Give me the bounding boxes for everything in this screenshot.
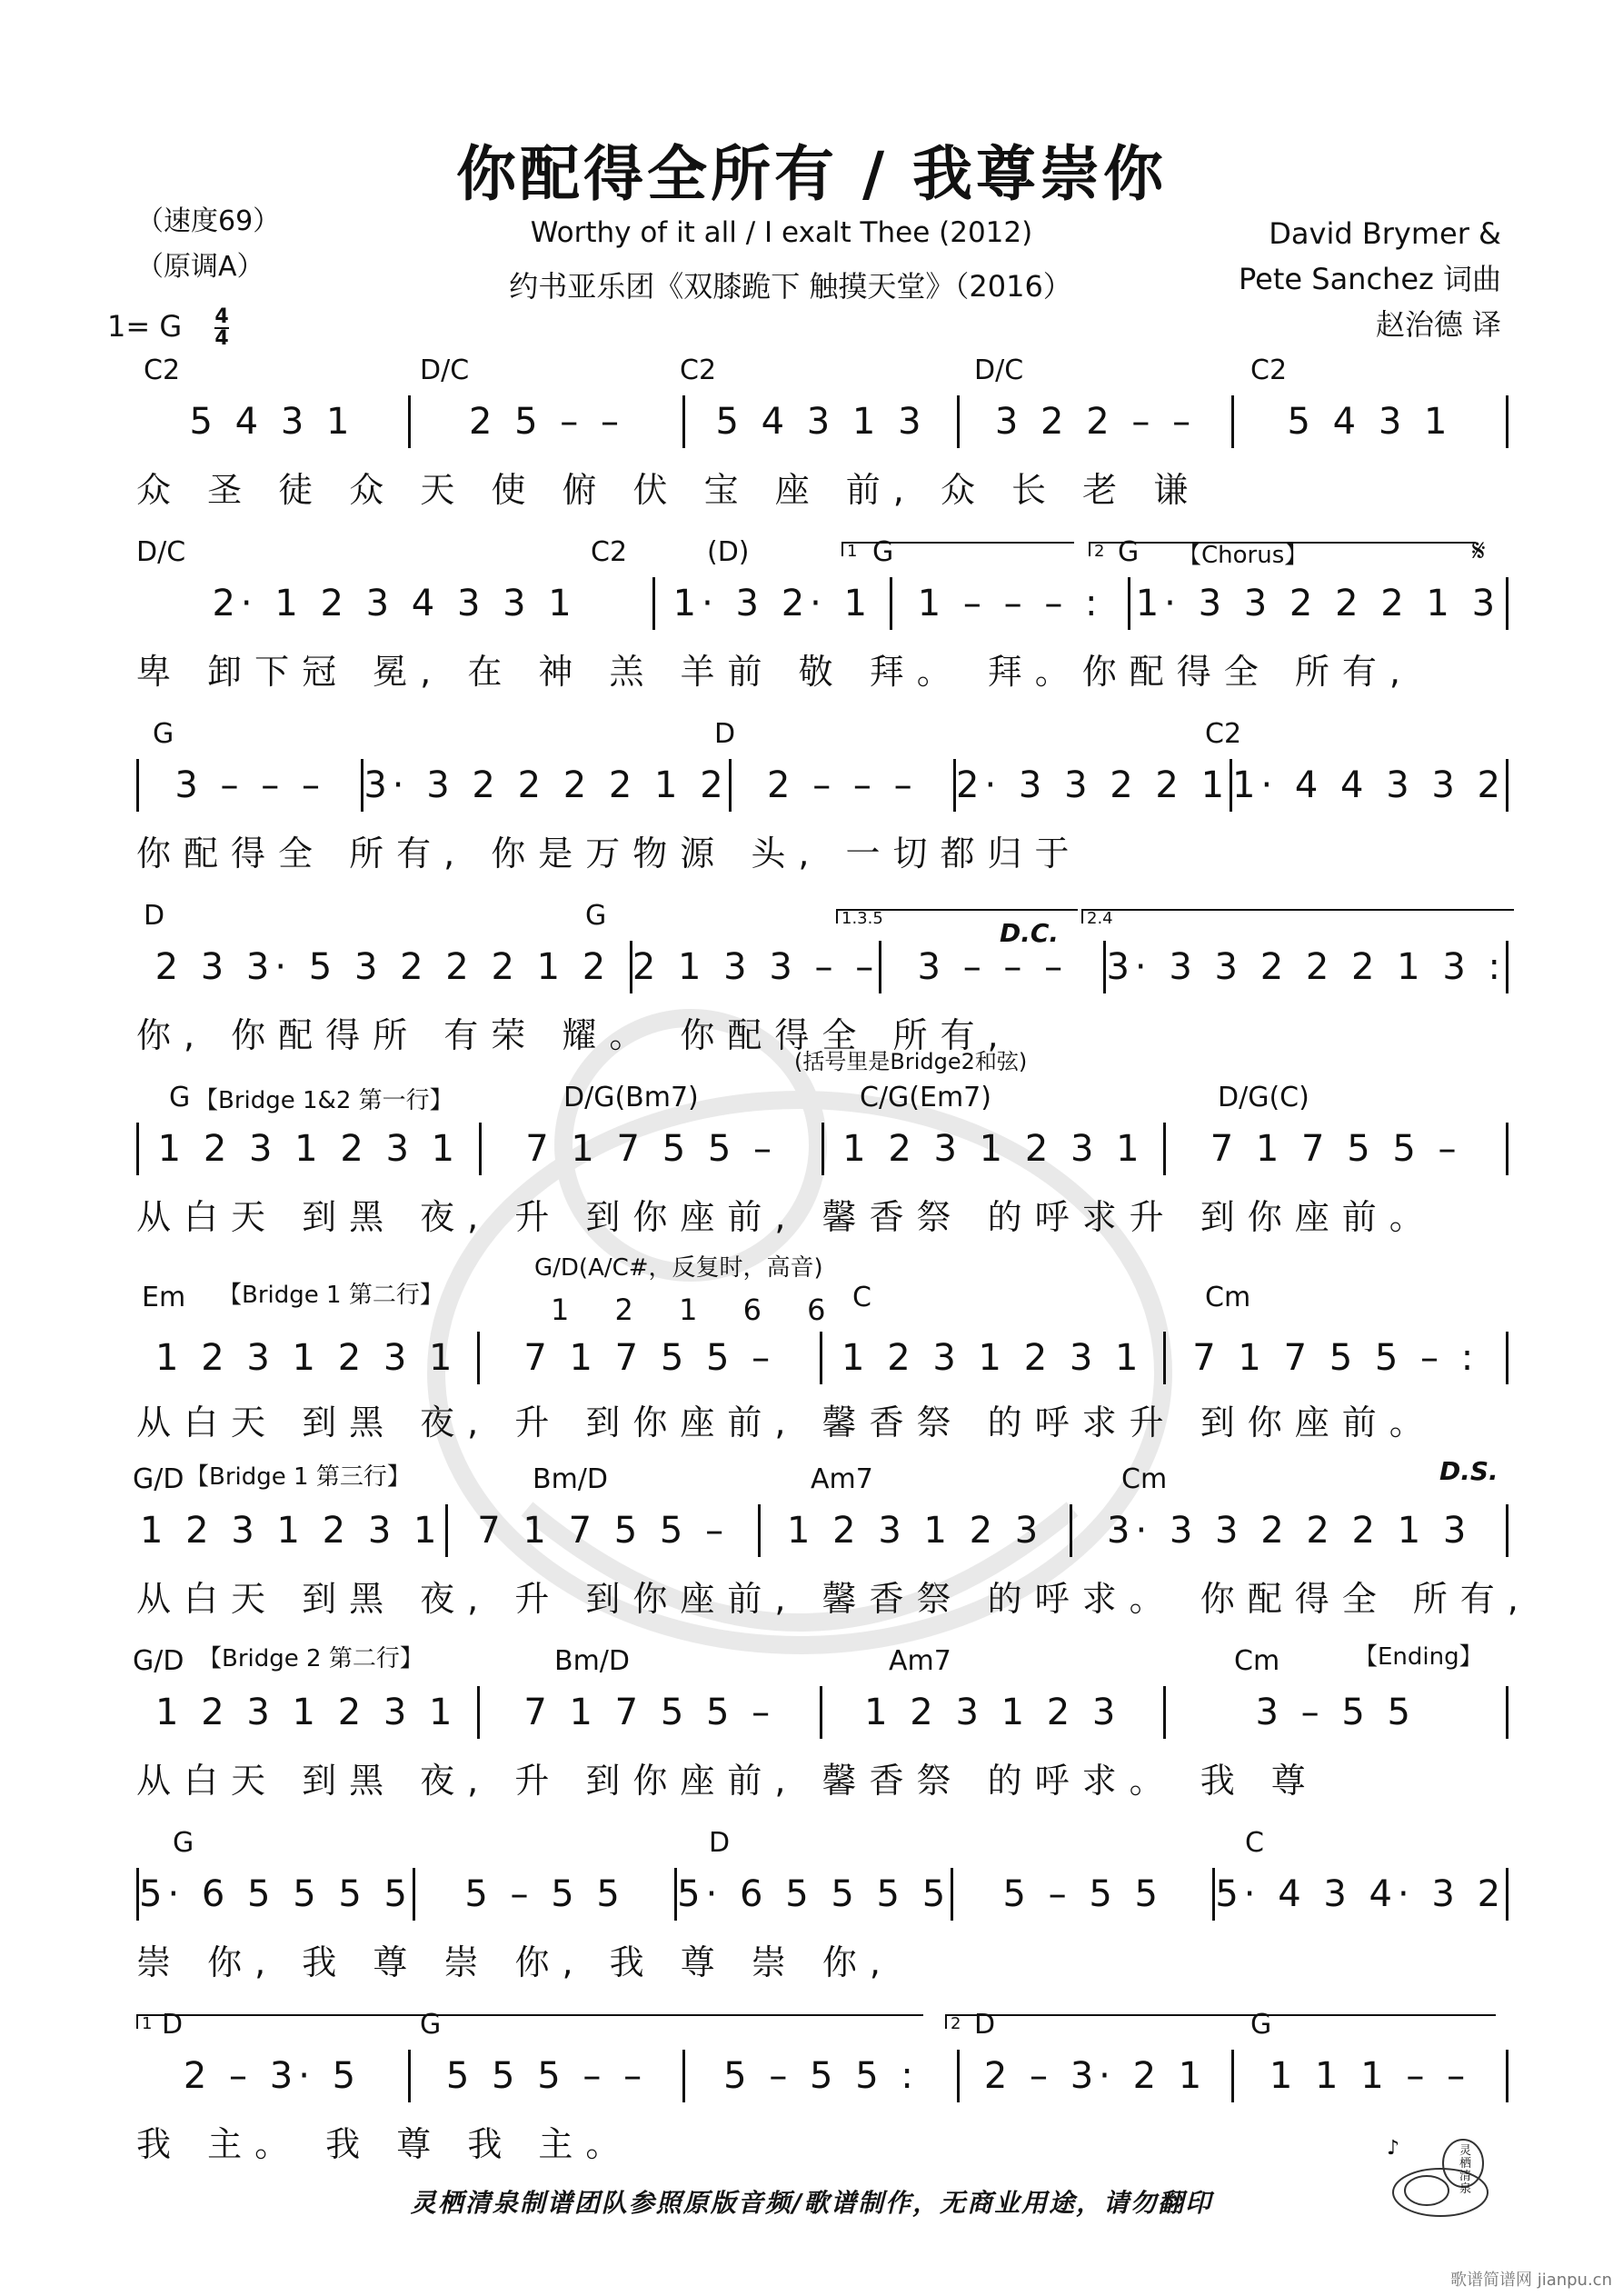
chord: Cm: [1234, 1645, 1280, 1677]
chord: D: [162, 2009, 184, 2041]
credits-line-2: Pete Sanchez 词曲: [1239, 262, 1501, 296]
measure: 3 – 5 5: [1255, 1692, 1416, 1733]
notation-row: [136, 1122, 1508, 1176]
chord: D: [709, 1827, 731, 1859]
measure: 1 2 3 1 2 3: [786, 1510, 1044, 1552]
measure: 3 2 2 – –: [994, 401, 1197, 443]
site-watermark: 歌谱简谱网 jianpu.cn: [1449, 2271, 1612, 2290]
measure: 2· 1 2 3 4 3 3 1: [212, 583, 577, 624]
measure: 1 2 3 1 2 3: [864, 1692, 1121, 1733]
chord: D: [714, 718, 736, 750]
chord: G: [585, 900, 607, 932]
chord: D: [144, 900, 165, 932]
notation-row: [136, 940, 1508, 994]
lyrics-row: 从白天 到黑 夜, 升 到你座前, 馨香祭 的呼求。 我 尊: [136, 1761, 1319, 1801]
credits-line-3: 赵治德 译: [1375, 307, 1501, 342]
volta-2: 2.4: [1081, 909, 1514, 923]
original-key-label: （原调A）: [136, 251, 264, 283]
measure: 5 – 5 5: [1002, 1873, 1163, 1915]
lyrics-row: 从白天 到黑 夜, 升 到你座前, 馨香祭 的呼求升 到你座前。: [136, 1403, 1437, 1442]
chord: C2: [1250, 354, 1288, 386]
measure: 5 – 5 5: [464, 1873, 625, 1915]
bridge-marker: 【Bridge 1 第三行】: [185, 1463, 411, 1491]
chord: Am7: [811, 1463, 873, 1495]
measure: 2 – – –: [767, 764, 918, 806]
measure: 7 1 7 5 5 – :: [1192, 1337, 1479, 1379]
album-info: 约书亚乐团《双膝跪下 触摸天堂》（2016）: [509, 269, 1072, 304]
chord: Am7: [889, 1645, 951, 1677]
footer-note: 灵栖清泉制谱团队参照原版音频/歌谱制作，无商业用途，请勿翻印: [410, 2188, 1213, 2218]
chord-row: [0, 1827, 1623, 1863]
measure: 1 2 3 1 2 3 1: [841, 1337, 1144, 1379]
measure: 1 2 3 1 2 3 1: [155, 1692, 458, 1733]
page-title: 你配得全所有 / 我尊崇你: [455, 139, 1168, 209]
song-subtitle: Worthy of it all / I exalt Thee (2012): [530, 216, 1033, 249]
chord: G/D: [133, 1645, 184, 1677]
time-sig-top: 4: [214, 305, 229, 328]
chord: Cm: [1121, 1463, 1168, 1495]
lyrics-row: 崇 你, 我 尊 崇 你, 我 尊 崇 你,: [136, 1942, 893, 1982]
chord: D/G(C): [1218, 1082, 1309, 1113]
measure: 1 – – – :: [917, 583, 1103, 624]
measure: 5· 6 5 5 5 5: [677, 1873, 951, 1915]
svg-text:♪: ♪: [1387, 2137, 1400, 2160]
tempo-label: （速度69）: [136, 205, 281, 237]
measure: 3 – – –: [917, 946, 1069, 988]
credits-line-1: David Brymer &: [1269, 216, 1501, 251]
chord: G: [173, 1827, 194, 1859]
lyrics-row: 我 主。 我 尊 我 主。: [136, 2124, 633, 2164]
chord: C2: [591, 536, 628, 568]
measure: 3· 3 3 2 2 2 1 3 :: [1106, 946, 1506, 988]
chord: Em: [142, 1282, 186, 1313]
measure: 7 1 7 5 5 –: [1210, 1128, 1462, 1170]
chord: G: [872, 536, 894, 568]
measure: 2 1 3 3 – –: [632, 946, 880, 988]
chord: G: [1118, 536, 1140, 568]
notation-row: [136, 1867, 1508, 1922]
chord: D/C: [420, 354, 470, 386]
volta-1: 1: [136, 2014, 923, 2029]
lyrics-row: 从白天 到黑 夜, 升 到你座前, 馨香祭 的呼求升 到你座前。: [136, 1197, 1437, 1237]
upper-notes: 1 2 1 6 6: [551, 1293, 844, 1327]
volta-2: 2: [1089, 542, 1476, 556]
chord: (D): [707, 536, 750, 568]
chord: C: [1245, 1827, 1264, 1859]
measure: 1· 3 2· 1: [672, 583, 873, 624]
ending-marker: 【Ending】: [1354, 1643, 1483, 1671]
measure: 2 5 – –: [468, 401, 625, 443]
notation-row: [136, 758, 1508, 813]
volta-2: 2: [945, 2014, 1496, 2029]
time-signature: [214, 307, 228, 349]
chord: G: [169, 1082, 191, 1113]
key-label: 1= G: [107, 309, 183, 344]
barline: [1506, 1504, 1508, 1557]
dal-segno-marker: D.S.: [1439, 1456, 1499, 1486]
measure: 2· 3 3 2 2 1: [956, 764, 1230, 806]
credits: [1239, 211, 1501, 347]
notation-row: [136, 576, 1508, 631]
lyrics-row: 卑 卸下冠 冕, 在 神 羔 羊前 敬 拜。 拜。你配得全 所有,: [136, 652, 1413, 692]
measure: 7 1 7 5 5 –: [523, 1337, 776, 1379]
notation-row: [136, 2049, 1508, 2103]
measure: 2 3 3· 5 3 2 2 2 1 2: [154, 946, 612, 988]
da-capo-marker: D.C.: [1000, 918, 1060, 948]
key-signature: [107, 307, 229, 349]
chord: C/G(Em7): [860, 1082, 991, 1113]
measure: 7 1 7 5 5 –: [477, 1510, 730, 1552]
measure: 5 4 3 1 3: [715, 401, 927, 443]
chord: G/D(A/C#，反复时，高音): [534, 1254, 823, 1282]
chord: D/C: [136, 536, 186, 568]
lyrics-row: 从白天 到黑 夜, 升 到你座前, 馨香祭 的呼求。 你配得全 所有,: [136, 1579, 1531, 1619]
barline: [1506, 1332, 1508, 1384]
measure: 3 – – –: [174, 764, 325, 806]
measure: 3· 3 3 2 2 2 1 3: [1107, 1510, 1472, 1552]
barline: [1506, 1868, 1508, 1921]
bridge-note: (括号里是Bridge2和弦): [794, 1049, 1028, 1074]
logo-text: 灵栖清泉: [1459, 2144, 1472, 2196]
measure: 2 – 3· 5: [183, 2055, 362, 2097]
volta-1: 1.3.5: [836, 909, 1078, 923]
measure: 1· 4 4 3 3 2: [1232, 764, 1506, 806]
barline: [1506, 577, 1508, 630]
chord: Bm/D: [533, 1463, 609, 1495]
measure: 5 4 3 1: [1287, 401, 1453, 443]
measure: 5 4 3 1: [189, 401, 355, 443]
time-sig-bottom: 4: [214, 327, 229, 350]
lyrics-row: 众 圣 徒 众 天 使 俯 伏 宝 座 前, 众 长 老 谦: [136, 470, 1201, 510]
chord: D/C: [974, 354, 1024, 386]
chord-row: [0, 354, 1623, 391]
measure: 1· 3 3 2 2 2 1 3: [1135, 583, 1501, 624]
measure: 5 5 5 – –: [445, 2055, 648, 2097]
measure: 7 1 7 5 5 –: [523, 1692, 776, 1733]
measure: 1 2 3 1 2 3 1: [842, 1128, 1145, 1170]
notation-row: [136, 394, 1508, 449]
chord: G/D: [133, 1463, 184, 1495]
barline: [1506, 395, 1508, 448]
bridge-marker: 【Bridge 1&2 第一行】: [194, 1087, 453, 1114]
chorus-marker: 【Chorus】: [1178, 542, 1309, 569]
chord: C2: [144, 354, 181, 386]
chord: D/G(Bm7): [563, 1082, 699, 1113]
notation-row: [136, 1685, 1508, 1740]
chord: Bm/D: [554, 1645, 631, 1677]
measure: 2 – 3· 2 1: [983, 2055, 1208, 2097]
barline: [1506, 941, 1508, 993]
chord: D: [974, 2009, 996, 2041]
measure: 1 2 3 1 2 3 1: [157, 1128, 461, 1170]
chord: C2: [680, 354, 717, 386]
notation-row: [136, 1331, 1508, 1385]
measure: 1 2 3 1 2 3 1: [140, 1510, 443, 1552]
segno-icon: 𝄋: [1472, 533, 1486, 569]
measure: 5 – 5 5 :: [723, 2055, 919, 2097]
volta-1: 1: [841, 542, 1074, 556]
chord: G: [420, 2009, 442, 2041]
chord: Cm: [1205, 1282, 1251, 1313]
lyrics-row: 你配得全 所有, 你是万物源 头, 一切都归于: [136, 834, 1082, 873]
measure: 5· 6 5 5 5 5: [139, 1873, 413, 1915]
barline: [1506, 2050, 1508, 2102]
bridge-marker: 【Bridge 1 第二行】: [218, 1282, 443, 1309]
measure: 7 1 7 5 5 –: [525, 1128, 778, 1170]
notation-row: [136, 1503, 1508, 1558]
chord: G: [153, 718, 174, 750]
measure: 1 1 1 – –: [1269, 2055, 1471, 2097]
lyrics-row: 你, 你配得所 有荣 耀。 你配得全 所有,: [136, 1015, 1011, 1055]
sheep-icon: [1381, 2127, 1499, 2227]
chord: C2: [1205, 718, 1242, 750]
chord: C: [852, 1282, 871, 1313]
barline: [1506, 1686, 1508, 1739]
barline: [1506, 759, 1508, 812]
chord-row: [0, 718, 1623, 754]
chord: G: [1250, 2009, 1272, 2041]
bridge-marker: 【Bridge 2 第二行】: [198, 1645, 423, 1672]
measure: 3· 3 2 2 2 2 1 2: [363, 764, 729, 806]
measure: 1 2 3 1 2 3 1: [155, 1337, 458, 1379]
measure: 5· 4 3 4· 3 2: [1215, 1873, 1507, 1915]
barline: [1506, 1123, 1508, 1175]
sheep-logo: [1381, 2127, 1499, 2227]
